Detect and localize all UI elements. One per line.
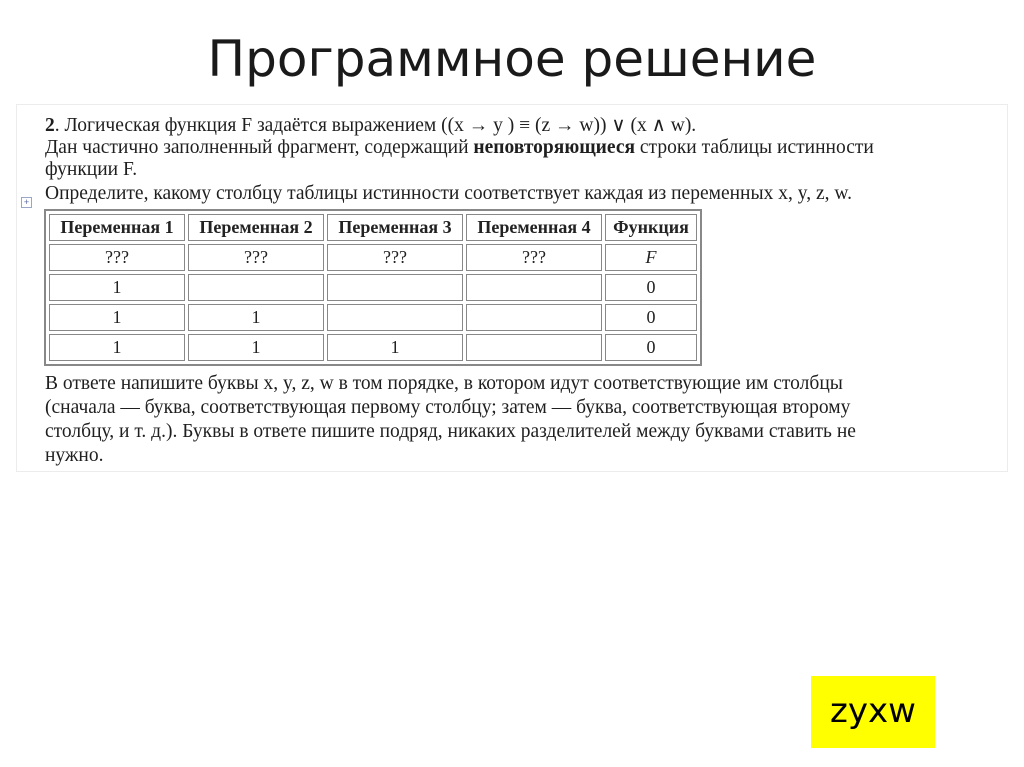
table-cell [466, 334, 602, 361]
instructions-line-2: (сначала — буква, соответствующая первому столбцу; затем — буква, соответствующая второму [45, 397, 851, 418]
plus-icon[interactable]: + [21, 197, 32, 208]
table-cell: 0 [605, 334, 697, 361]
table-cell [466, 304, 602, 331]
table-cell [466, 274, 602, 301]
table-cell: ??? [188, 244, 324, 271]
instructions-line-1: В ответе напишите буквы x, y, z, w в том порядке, в котором идут соответствующие им столбцы [45, 373, 843, 394]
task-line-4: Определите, какому столбцу таблицы истинности соответствует каждая из переменных x, y, z, w. [45, 183, 853, 204]
table-row [49, 334, 697, 361]
table-cell: 1 [49, 304, 185, 331]
task-line-1: 2. Логическая функция F задаётся выражением ((x → y ) ≡ (z → w)) ∨ (x ∧ w). [45, 115, 697, 136]
task-line-3: функции F. [45, 159, 138, 180]
table-cell: ??? [49, 244, 185, 271]
task-image [16, 104, 1008, 472]
table-cell [188, 274, 324, 301]
task-number: 2 [45, 115, 55, 136]
table-cell [327, 304, 463, 331]
column-header: Переменная 4 [466, 214, 602, 241]
table-cell: 1 [49, 274, 185, 301]
table-cell [327, 274, 463, 301]
column-header: Функция [605, 214, 697, 241]
table-row [49, 274, 697, 301]
table-header-row [49, 214, 697, 241]
table-cell: ??? [466, 244, 602, 271]
table-cell: 0 [605, 304, 697, 331]
column-header: Переменная 2 [188, 214, 324, 241]
table-cell: ??? [327, 244, 463, 271]
table-cell: 1 [49, 334, 185, 361]
table-cell: F [605, 244, 697, 271]
instructions-line-4: нужно. [45, 445, 104, 466]
column-header: Переменная 1 [49, 214, 185, 241]
slide-title: Программное решение [207, 30, 817, 88]
column-header: Переменная 3 [327, 214, 463, 241]
table-cell: 1 [188, 334, 324, 361]
table-cell: 1 [188, 304, 324, 331]
table-cell: 1 [327, 334, 463, 361]
table-row [49, 304, 697, 331]
instructions-line-3: столбцу, и т. д.). Буквы в ответе пишите подряд, никаких разделителей между буквами ставить не [45, 421, 856, 442]
table-row [49, 244, 697, 271]
answer-box: zyxw [811, 676, 935, 748]
task-line-2: Дан частично заполненный фрагмент, содержащий неповторяющиеся строки таблицы истинности [45, 137, 874, 158]
table-cell: 0 [605, 274, 697, 301]
truth-table [44, 209, 702, 366]
